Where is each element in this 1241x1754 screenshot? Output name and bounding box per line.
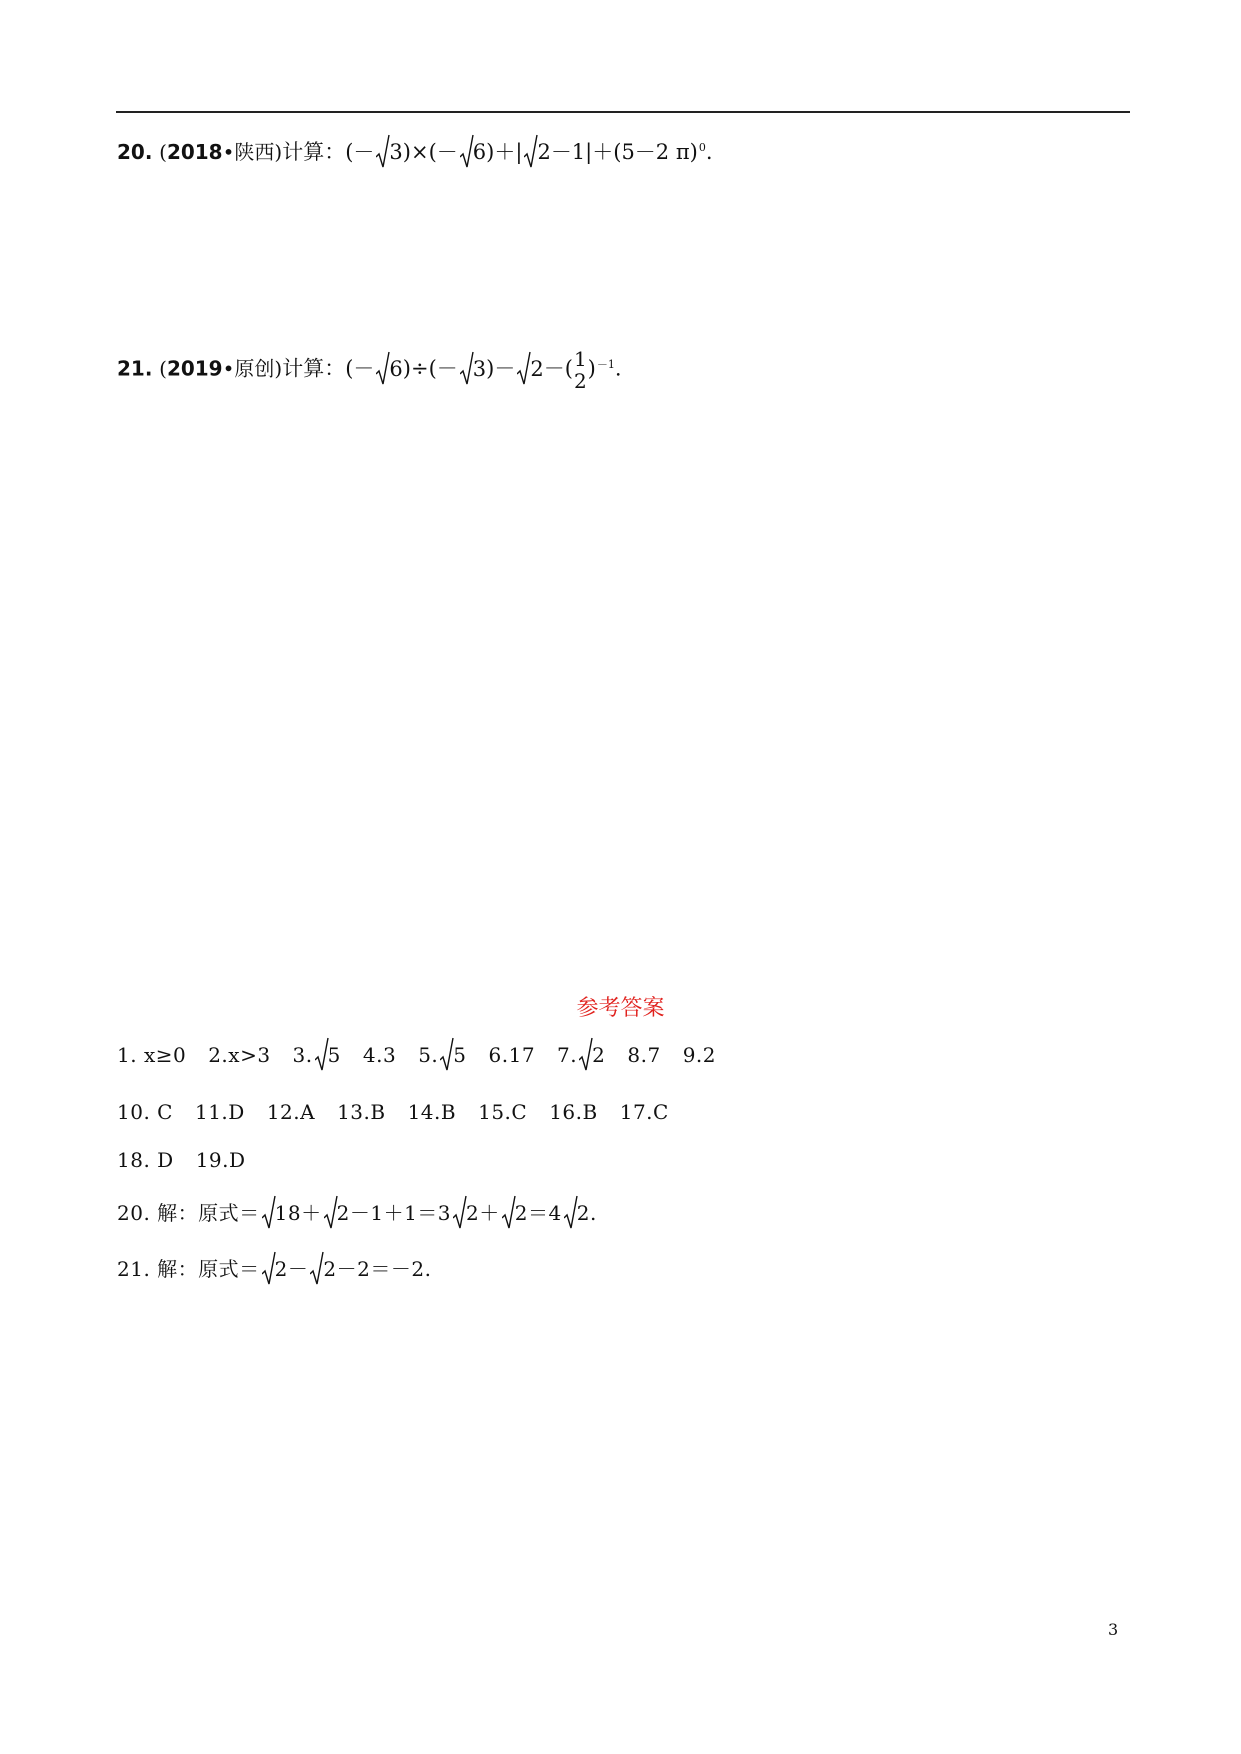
answers-row-1: 1. x≥0 2.x>3 3. 5 4.3 5. 5 6.17 7. 2 8.7 9.2 — [117, 1040, 716, 1070]
sqrt-expression: 3 — [376, 137, 402, 167]
sqrt-expression: 2 — [502, 1198, 528, 1228]
sqrt-expression: 2 — [564, 1198, 590, 1228]
answers-row-2: 10. C 11.D 12.A 13.B 14.B 15.C 16.B 17.C — [117, 1100, 669, 1124]
radical-sign-icon — [579, 1036, 593, 1074]
radical-sign-icon — [376, 350, 390, 388]
fraction: 1 2 — [573, 347, 587, 393]
sqrt-expression: 2 — [324, 1198, 350, 1228]
radical-sign-icon — [324, 1194, 338, 1232]
sqrt-expression: 5 — [315, 1040, 341, 1070]
sqrt-expression: 2 — [453, 1198, 479, 1228]
radical-sign-icon — [460, 350, 474, 388]
question-number: 21. — [117, 356, 153, 381]
question-source: (2019•原创) — [159, 356, 283, 381]
radical-sign-icon — [262, 1250, 276, 1288]
radical-sign-icon — [376, 133, 390, 171]
radical-sign-icon — [262, 1194, 276, 1232]
page-number: 3 — [1108, 1620, 1119, 1639]
radical-sign-icon — [453, 1194, 467, 1232]
radical-sign-icon — [517, 350, 531, 388]
question-source: (2018•陕西) — [159, 140, 283, 164]
radical-sign-icon — [310, 1250, 324, 1288]
sqrt-expression: 5 — [440, 1040, 466, 1070]
radical-sign-icon — [460, 133, 474, 171]
question-number: 20. — [117, 140, 153, 164]
answers-row-3: 18. D 19.D — [117, 1148, 246, 1172]
sqrt-expression: 2 — [579, 1040, 605, 1070]
question-20: 20. (2018•陕西)计算：(－ 3)×(－ 6)＋| 2－1|＋(5－2 π)$^0$. — [117, 133, 713, 167]
sqrt-expression: 2 — [524, 137, 550, 167]
sqrt-expression: 2 — [262, 1254, 288, 1284]
header-rule — [116, 111, 1130, 113]
radical-sign-icon — [315, 1036, 329, 1074]
answers-row-5: 21. 解：原式＝ 2－ 2－2＝－2. — [117, 1254, 431, 1284]
sqrt-expression: 2 — [517, 354, 543, 384]
radical-sign-icon — [440, 1036, 454, 1074]
sqrt-expression: 18 — [262, 1198, 301, 1228]
radical-sign-icon — [564, 1194, 578, 1232]
answers-row-4: 20. 解：原式＝ 18＋ 2－1＋1＝3 2＋ 2＝4 2. — [117, 1198, 597, 1228]
radical-sign-icon — [502, 1194, 516, 1232]
radical-sign-icon — [524, 133, 538, 171]
sqrt-expression: 2 — [310, 1254, 336, 1284]
question-21: 21. (2019•原创)计算：(－ 6)÷(－ 3)－ 2－( 1 2 )$^{-1}$. — [117, 347, 622, 393]
answers-title: 参考答案 — [576, 996, 665, 1021]
sqrt-expression: 3 — [460, 354, 486, 384]
sqrt-expression: 6 — [376, 354, 402, 384]
sqrt-expression: 6 — [460, 137, 486, 167]
